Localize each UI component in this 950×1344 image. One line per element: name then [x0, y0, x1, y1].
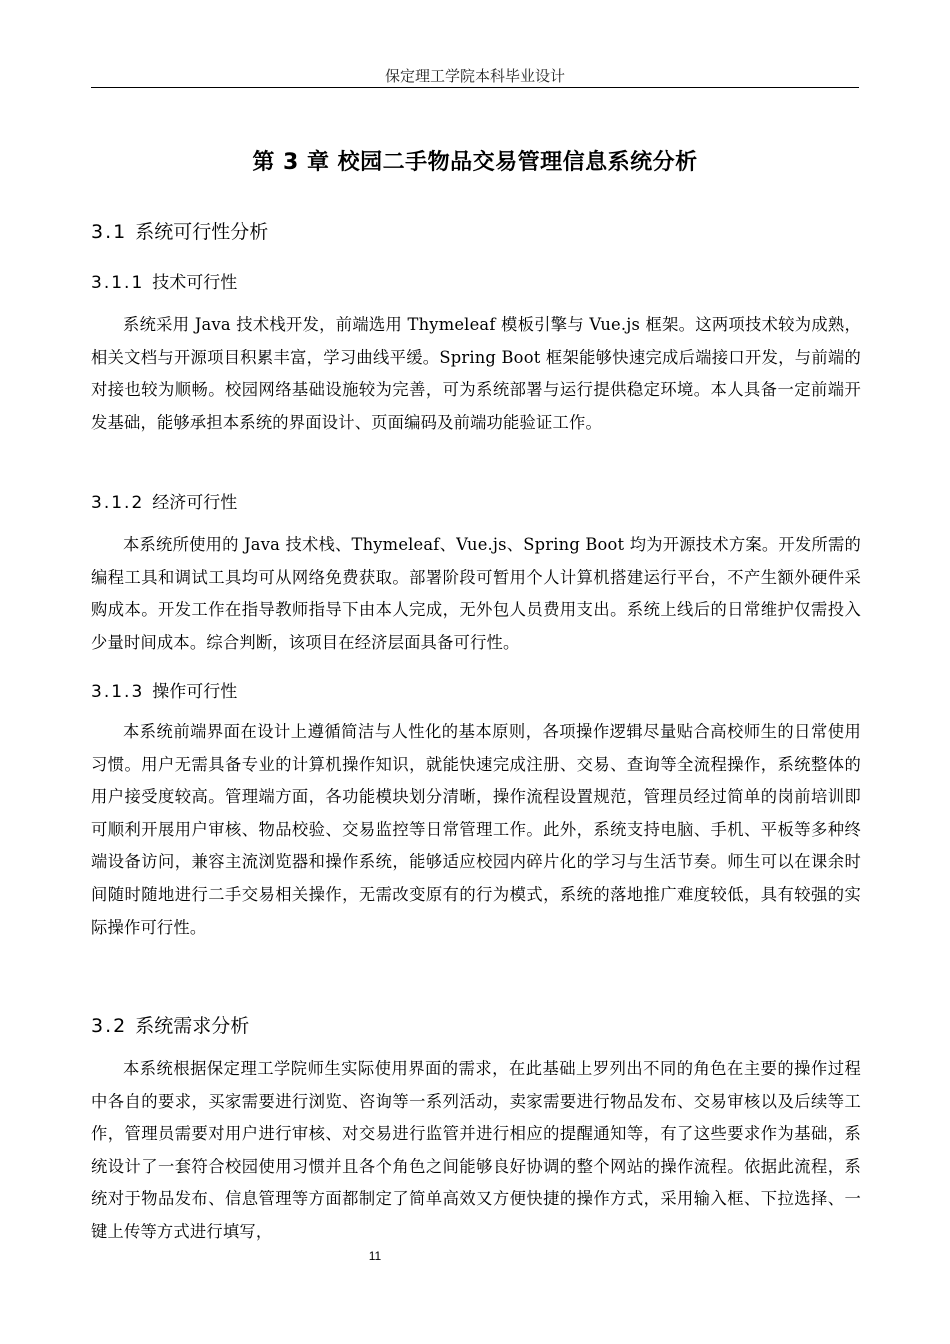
- section-heading-3-2: [91, 1012, 859, 1040]
- subsection-heading-3-1-1: [91, 270, 859, 296]
- page-number: 11: [368, 1249, 382, 1263]
- section-number: 3.2: [91, 1015, 128, 1037]
- subsection-title: 技术可行性: [152, 273, 238, 293]
- subsection-title: 操作可行性: [152, 682, 238, 702]
- subsection-number: 3.1.3: [91, 682, 145, 702]
- chapter-title: 第 3 章 校园二手物品交易管理信息系统分析: [252, 150, 698, 175]
- header-rule: [91, 87, 859, 88]
- section-heading-3-1: [91, 218, 859, 246]
- subsection-heading-3-1-2: [91, 490, 859, 516]
- paragraph-operational-feasibility: 本系统前端界面在设计上遵循简洁与人性化的基本原则，各项操作逻辑尽量贴合高校师生的日常使用习惯。用户无需具备专业的计算机操作知识，就能快速完成注册、交易、查询等全流程操作，系统整体的用户接受度较高。管理端方面，各功能模块划分清晰，操作流程设置规范，管理员经过简单的岗前培训即可顺利开展用户审核、物品校验、交易监控等日常管理工作。此外，系统支持电脑、手机、平板等多种终端设备访问，兼容主流浏览器和操作系统，能够适应校园内碎片化的学习与生活节奏。师生可以在课余时间随时随地进行二手交易相关操作，无需改变原有的行为模式，系统的落地推广难度较低，具有较强的实际操作可行性。: [91, 722, 861, 937]
- paragraph-economic-feasibility: 本系统所使用的 Java 技术栈、Thymeleaf、Vue.js、Spring Boot 均为开源技术方案。开发所需的编程工具和调试工具均可从网络免费获取。部署阶段可暂用个人计算机搭建运行平台，不产生额外硬件采购成本。开发工作在指导教师指导下由本人完成，无外包人员费用支出。系统上线后的日常维护仅需投入少量时间成本。综合判断，该项目在经济层面具备可行性。: [91, 535, 861, 652]
- paragraph-technical-feasibility: 系统采用 Java 技术栈开发，前端选用 Thymeleaf 模板引擎与 Vue.js 框架。这两项技术较为成熟，相关文档与开源项目积累丰富，学习曲线平缓。Spring Boot 框架能够快速完成后端接口开发，与前端的对接也较为顺畅。校园网络基础设施较为完善，可为系统部署与运行提供稳定环境。本人具备一定前端开发基础，能够承担本系统的界面设计、页面编码及前端功能验证工作。: [91, 315, 861, 432]
- running-header: 保定理工学院本科毕业设计: [384, 67, 565, 85]
- subsection-number: 3.1.1: [91, 273, 145, 293]
- section-title: 系统可行性分析: [135, 221, 269, 243]
- section-number: 3.1: [91, 221, 128, 243]
- section-title: 系统需求分析: [135, 1015, 250, 1037]
- paragraph-requirements-analysis: 本系统根据保定理工学院师生实际使用界面的需求，在此基础上罗列出不同的角色在主要的操作过程中各自的要求，买家需要进行浏览、咨询等一系列活动，卖家需要进行物品发布、交易审核以及后续等工作，管理员需要对用户进行审核、对交易进行监管并进行相应的提醒通知等，有了这些要求作为基础，系统设计了一套符合校园使用习惯并且各个角色之间能够良好协调的整个网站的操作流程。依据此流程，系统对于物品发布、信息管理等方面都制定了简单高效又方便快捷的操作方式，采用输入框、下拉选择、一键上传等方式进行填写，: [91, 1059, 861, 1241]
- subsection-number: 3.1.2: [91, 493, 145, 513]
- subsection-title: 经济可行性: [152, 493, 238, 513]
- subsection-heading-3-1-3: [91, 679, 859, 705]
